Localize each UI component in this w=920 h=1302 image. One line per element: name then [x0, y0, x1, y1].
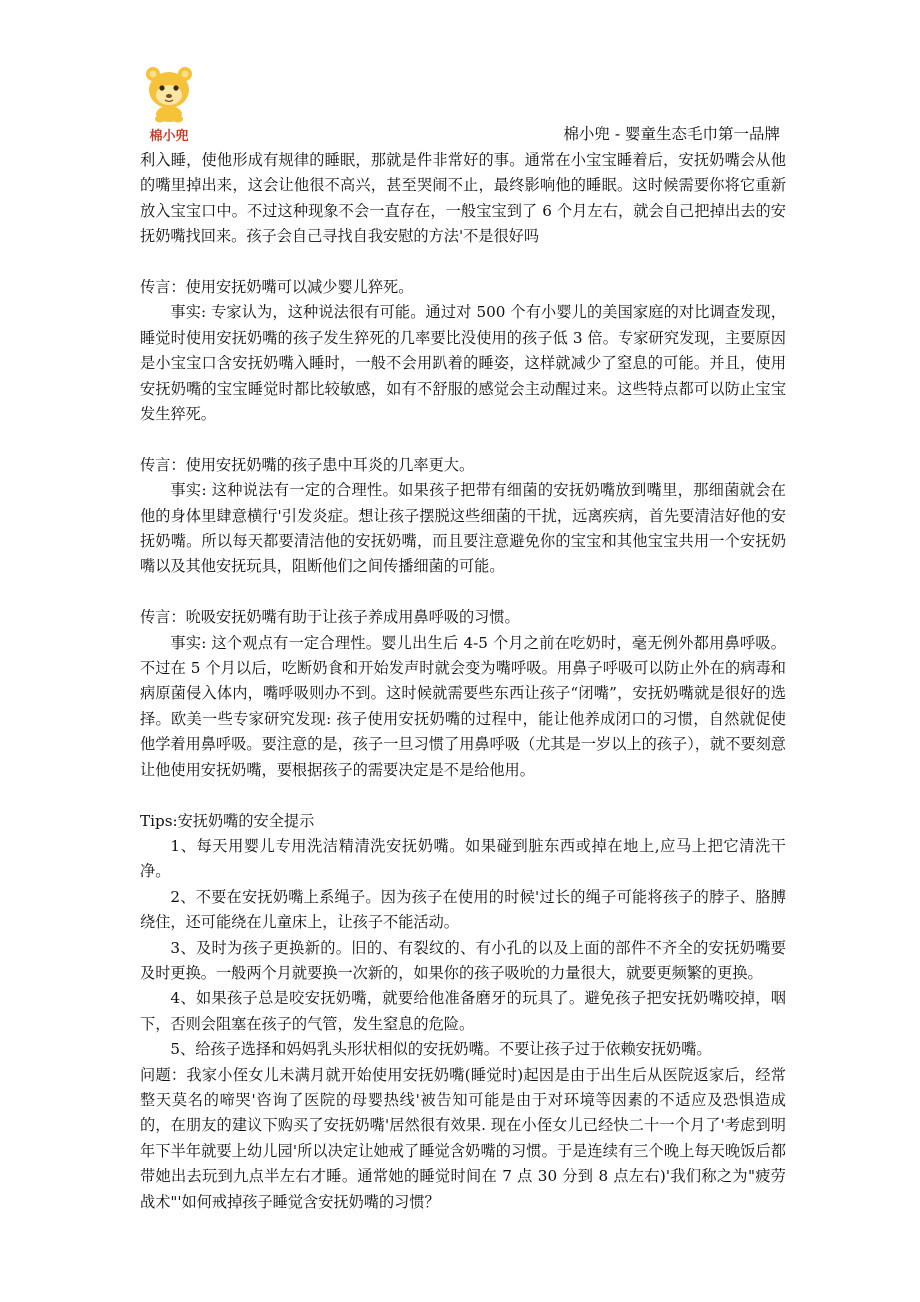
bear-mascot-icon	[140, 64, 200, 146]
rumor-3: 传言：吮吸安抚奶嘴有助于让孩子养成用鼻呼吸的习惯。	[140, 608, 520, 627]
tip-item-4: 4、如果孩子总是咬安抚奶嘴，就要给他准备磨牙的玩具了。避免孩子把安抚奶嘴咬掉，咽下，否则会阻塞在孩子的气管，发生窒息的危险。	[140, 989, 786, 1033]
intro-paragraph: 利入睡，使他形成有规律的睡眠，那就是件非常好的事。通常在小宝宝睡着后，安抚奶嘴会从他的嘴里掉出来，这会让他很不高兴，甚至哭闹不止，最终影响他的睡眠。这时候需要你将它重新放入宝宝口中。不过这种现象不会一直存在，一般宝宝到了 6 个月左右，就会自己把掉出去的安抚奶嘴找回来。孩子会自己寻找自我安慰的方法'不是很好吗	[140, 151, 786, 246]
tip-item-5: 5、给孩子选择和妈妈乳头形状相似的安抚奶嘴。不要让孩子过于依赖安抚奶嘴。	[170, 1040, 712, 1059]
tip-item-1: 1、每天用婴儿专用洗洁精清洗安抚奶嘴。如果碰到脏东西或掉在地上,应马上把它清洗干净。	[140, 836, 786, 881]
tips-heading: Tips:安抚奶嘴的安全提示	[140, 811, 315, 830]
fact-3: 事实: 这个观点有一定合理性。婴儿出生后 4-5 个月之前在吃奶时，毫无例外都用鼻呼吸。不过在 5 个月以后，吃断奶食和开始发声时就会变为嘴呼吸。用鼻子呼吸可以防止外在的病毒和病原菌侵入体内，嘴呼吸则办不到。这时候就需要些东西让孩子“闭嘴”，安抚奶嘴就是很好的选择。欧美一些专家研究发现: 孩子使用安抚奶嘴的过程中，能让他养成闭口的习惯，自然就促使他学着用鼻呼吸。要注意的是，孩子一旦习惯了用鼻呼吸（尤其是一岁以上的孩子），就不要刻意让他使用安抚奶嘴，要根据孩子的需要决定是不是给他用。	[140, 633, 786, 779]
question-paragraph: 问题：我家小侄女儿未满月就开始使用安抚奶嘴(睡觉时)起因是由于出生后从医院返家后，经常整天莫名的啼哭'咨询了医院的母婴热线'被告知可能是由于对环境等因素的不适应及恐惧造成的，在朋友的建议下购买了安抚奶嘴'居然很有效果. 现在小侄女儿已经快二十一个月了'考虑到明年下半年就要上幼儿园'所以决定让她戒了睡觉含奶嘴的习惯。于是连续有三个晚上每天晚饭后都带她出去玩到九点半左右才睡。通常她的睡觉时间在 7 点 30 分到 8 点左右)'我们称之为"疲劳战术"'如何戒掉孩子睡觉含安抚奶嘴的习惯？	[140, 1065, 786, 1211]
brand-logo	[140, 64, 200, 146]
fact-2: 事实: 这种说法有一定的合理性。如果孩子把带有细菌的安抚奶嘴放到嘴里，那细菌就会在他的身体里肆意横行'引发炎症。想让孩子摆脱这些细菌的干扰，远离疾病，首先要清洁好他的安抚奶嘴。所以每天都要清洁他的安抚奶嘴，而且要注意避免你的宝宝和其他宝宝共用一个安抚奶嘴以及其他安抚玩具，阻断他们之间传播细菌的可能。	[140, 481, 786, 576]
fact-1: 事实: 专家认为，这种说法很有可能。通过对 500 个有小婴儿的美国家庭的对比调查发现，睡觉时使用安抚奶嘴的孩子发生猝死的几率要比没使用的孩子低 3 倍。专家研究发现，主要原因是小宝宝口含安抚奶嘴入睡时，一般不会用趴着的睡姿，这样就减少了窒息的可能。并且，使用安抚奶嘴的宝宝睡觉时都比较敏感，如有不舒服的感觉会主动醒过来。这些特点都可以防止宝宝发生猝死。	[140, 303, 786, 424]
page-header	[140, 64, 780, 150]
logo-text: 棉小兜	[149, 129, 189, 144]
tip-item-3: 3、及时为孩子更换新的。旧的、有裂纹的、有小孔的以及上面的部件不齐全的安抚奶嘴要及时更换。一般两个月就要换一次新的，如果你的孩子吸吮的力量很大，就要更频繁的更换。	[140, 938, 786, 982]
brand-title: 棉小兜 - 婴童生态毛巾第一品牌	[563, 125, 780, 143]
rumor-1: 传言：使用安抚奶嘴可以减少婴儿猝死。	[140, 278, 414, 297]
tip-item-2: 2、不要在安抚奶嘴上系绳子。因为孩子在使用的时候'过长的绳子可能将孩子的脖子、胳膊绕住，还可能绕在儿童床上，让孩子不能活动。	[140, 887, 786, 932]
article-body	[140, 148, 786, 1215]
rumor-2: 传言：使用安抚奶嘴的孩子患中耳炎的几率更大。	[140, 455, 475, 474]
